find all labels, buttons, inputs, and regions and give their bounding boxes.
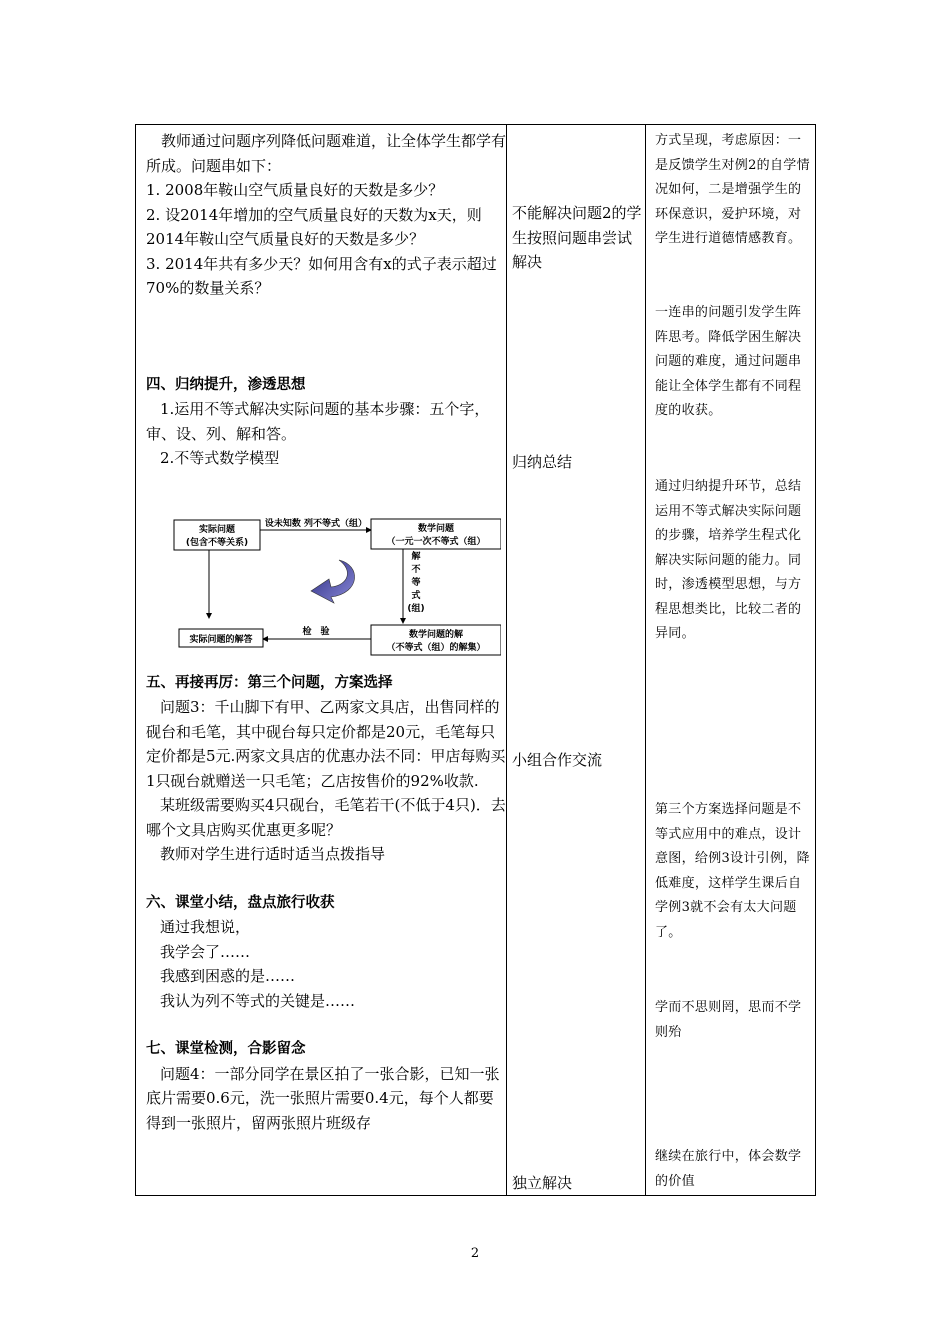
lesson-table <box>135 124 816 1196</box>
page-number: 2 <box>470 1246 480 1261</box>
solve-char-4: 式 <box>411 591 421 601</box>
summary-line-2: 我学会了…… <box>160 942 251 961</box>
question-1: 1. 2008年鞍山空气质量良好的天数是多少？ <box>146 181 444 199</box>
section-4-step-1: 1.运用不等式解决实际问题的基本步骤：五个字，审、设、列、解和答。 <box>146 400 490 443</box>
box-math-problem-line2: （一元一次不等式（组） <box>386 537 486 547</box>
box-real-problem-line2: (包含不等关系) <box>185 538 249 548</box>
design-intent-4: 第三个方案选择问题是不等式应用中的难点，设计意图，给例3设计引例，降低难度，这样学生课后自学例3就不会有太大问题了。 <box>655 802 810 940</box>
solve-char-3: 等 <box>411 578 421 588</box>
solve-char-5: (组) <box>407 604 425 614</box>
arrow-set-unknown-label: 设未知数 列不等式（组） <box>264 519 368 529</box>
summary-line-3: 我感到困惑的是…… <box>160 967 296 985</box>
box-real-problem <box>174 520 260 550</box>
box-real-answer <box>179 629 263 647</box>
student-activity-3: 小组合作交流 <box>512 751 603 769</box>
section-6-title: 六、课堂小结，盘点旅行收获 <box>146 894 335 911</box>
box-math-problem <box>371 519 501 549</box>
section-7-title: 七、课堂检测，合影留念 <box>146 1041 306 1057</box>
problem-3-question: 某班级需要购买4只砚台，毛笔若干(不低于4只)．去哪个文具店购买优惠更多呢？ <box>146 796 506 839</box>
question-3: 3. 2014年共有多少天？如何用含有x的式子表示超过70%的数量关系？ <box>146 254 497 297</box>
cycle-arrow-icon <box>311 560 355 603</box>
teacher-guidance: 教师对学生进行适时适当点拨指导 <box>160 845 386 863</box>
box-math-solution-line1: 数学问题的解 <box>408 630 464 640</box>
design-intent-2: 一连串的问题引发学生阵阵思考。降低学困生解决问题的难度，通过问题串能让全体学生都有不同程度的收获。 <box>655 305 802 418</box>
box-math-solution <box>371 625 501 655</box>
design-intent-3: 通过归纳提升环节，总结运用不等式解决实际问题的步骤，培养学生程式化解决实际问题的能力。同时，渗透模型思想，与方程思想类比，比较二者的异同。 <box>655 479 802 641</box>
question-2: 2. 设2014年增加的空气质量良好的天数为x天，则2014年鞍山空气质量良好的天数是多少？ <box>146 205 482 248</box>
inequality-model-diagram <box>171 515 501 665</box>
intro-paragraph: 教师通过问题序列降低问题难道，让全体学生都学有所成。问题串如下： <box>146 132 507 175</box>
summary-line-4: 我认为列不等式的关键是…… <box>160 991 356 1010</box>
section-4-title: 四、归纳提升，渗透思想 <box>146 376 306 393</box>
solve-char-2: 不 <box>411 565 421 575</box>
problem-3-text: 问题3：千山脚下有甲、乙两家文具店，出售同样的砚台和毛笔，其中砚台每只定价都是20元，毛笔每只定价都是5元.两家文具店的优惠办法不同：甲店每购买1只砚台就赠送一只毛笔；乙店按售价的92%收款. <box>146 698 506 790</box>
column-divider-2 <box>645 125 646 1195</box>
box-math-solution-line2: （不等式（组）的解集） <box>386 643 486 653</box>
section-5-title: 五、再接再厉：第三个问题，方案选择 <box>146 674 393 691</box>
section-4-step-2: 2.不等式数学模型 <box>160 449 280 467</box>
student-activity-2: 归纳总结 <box>512 453 573 471</box>
student-activity-1: 不能解决问题2的学生按照问题串尝试解决 <box>512 204 642 271</box>
problem-4-text: 问题4：一部分同学在景区拍了一张合影，已知一张底片需要0.6元，洗一张照片需要0.4元，每个人都要得到一张照片，留两张照片班级存 <box>146 1064 500 1132</box>
design-intent-5: 学而不思则罔，思而不学则殆 <box>655 1000 802 1040</box>
student-activity-4: 独立解决 <box>512 1174 573 1192</box>
design-intent-1: 方式呈现，考虑原因：一是反馈学生对例2的自学情况如何，二是增强学生的环保意识，爱护环境，对学生进行道德情感教育。 <box>655 133 810 246</box>
design-intent-6: 继续在旅行中，体会数学的价值 <box>655 1149 802 1189</box>
box-real-problem-line1: 实际问题 <box>198 525 236 535</box>
arrow-verify-label: 检 验 <box>302 627 330 637</box>
box-math-problem-line1: 数学问题 <box>417 524 455 534</box>
solve-char-1: 解 <box>411 552 421 562</box>
summary-line-1: 通过我想说， <box>160 918 251 936</box>
box-real-answer-label: 实际问题的解答 <box>189 635 253 645</box>
